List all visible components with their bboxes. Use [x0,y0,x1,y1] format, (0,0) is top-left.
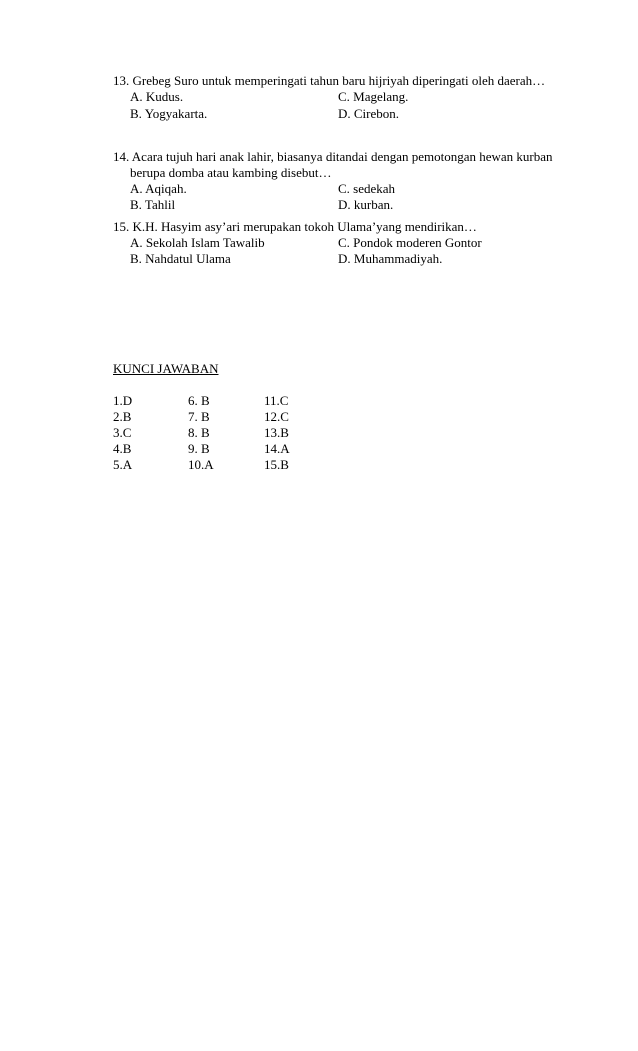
option-a: A. Aqiqah. [130,181,187,196]
answer-key-cell: 9. B [188,441,210,456]
answer-key-cell: 5.A [113,457,133,472]
option-b: B. Yogyakarta. [130,106,208,121]
option-a: A. Sekolah Islam Tawalib [130,235,265,250]
question-text: 15. K.H. Hasyim asy’ari merupakan tokoh Ulama’yang mendirikan… [113,219,477,234]
answer-key-cell: 4.B [113,441,132,456]
answer-key-cell: 13.B [264,425,289,440]
option-a: A. Kudus. [130,89,184,104]
answer-key-cell: 2.B [113,409,132,424]
option-c: C. Magelang. [338,89,409,104]
answer-key-cell: 15.B [264,457,289,472]
answer-key-title: KUNCI JAWABAN [113,361,219,376]
answer-key-cell: 11.C [264,393,289,408]
question-text: 13. Grebeg Suro untuk memperingati tahun baru hijriyah diperingati oleh daerah… [113,73,546,88]
option-c: C. sedekah [338,181,396,196]
option-b: B. Nahdatul Ulama [130,251,231,266]
question-text: 14. Acara tujuh hari anak lahir, biasanya ditandai dengan pemotongan hewan kurban [113,149,553,164]
option-d: D. Muhammadiyah. [338,251,443,266]
answer-key-cell: 12.C [264,409,289,424]
answer-key-cell: 1.D [113,393,133,408]
answer-key-cell: 8. B [188,425,210,440]
option-d: D. kurban. [338,197,394,212]
answer-key-cell: 3.C [113,425,132,440]
option-d: D. Cirebon. [338,106,400,121]
answer-key-cell: 10.A [188,457,214,472]
question-text-continued: berupa domba atau kambing disebut… [130,165,332,180]
answer-key-cell: 6. B [188,393,210,408]
option-c: C. Pondok moderen Gontor [338,235,482,250]
answer-key-cell: 14.A [264,441,290,456]
answer-key-cell: 7. B [188,409,210,424]
option-b: B. Tahlil [130,197,176,212]
